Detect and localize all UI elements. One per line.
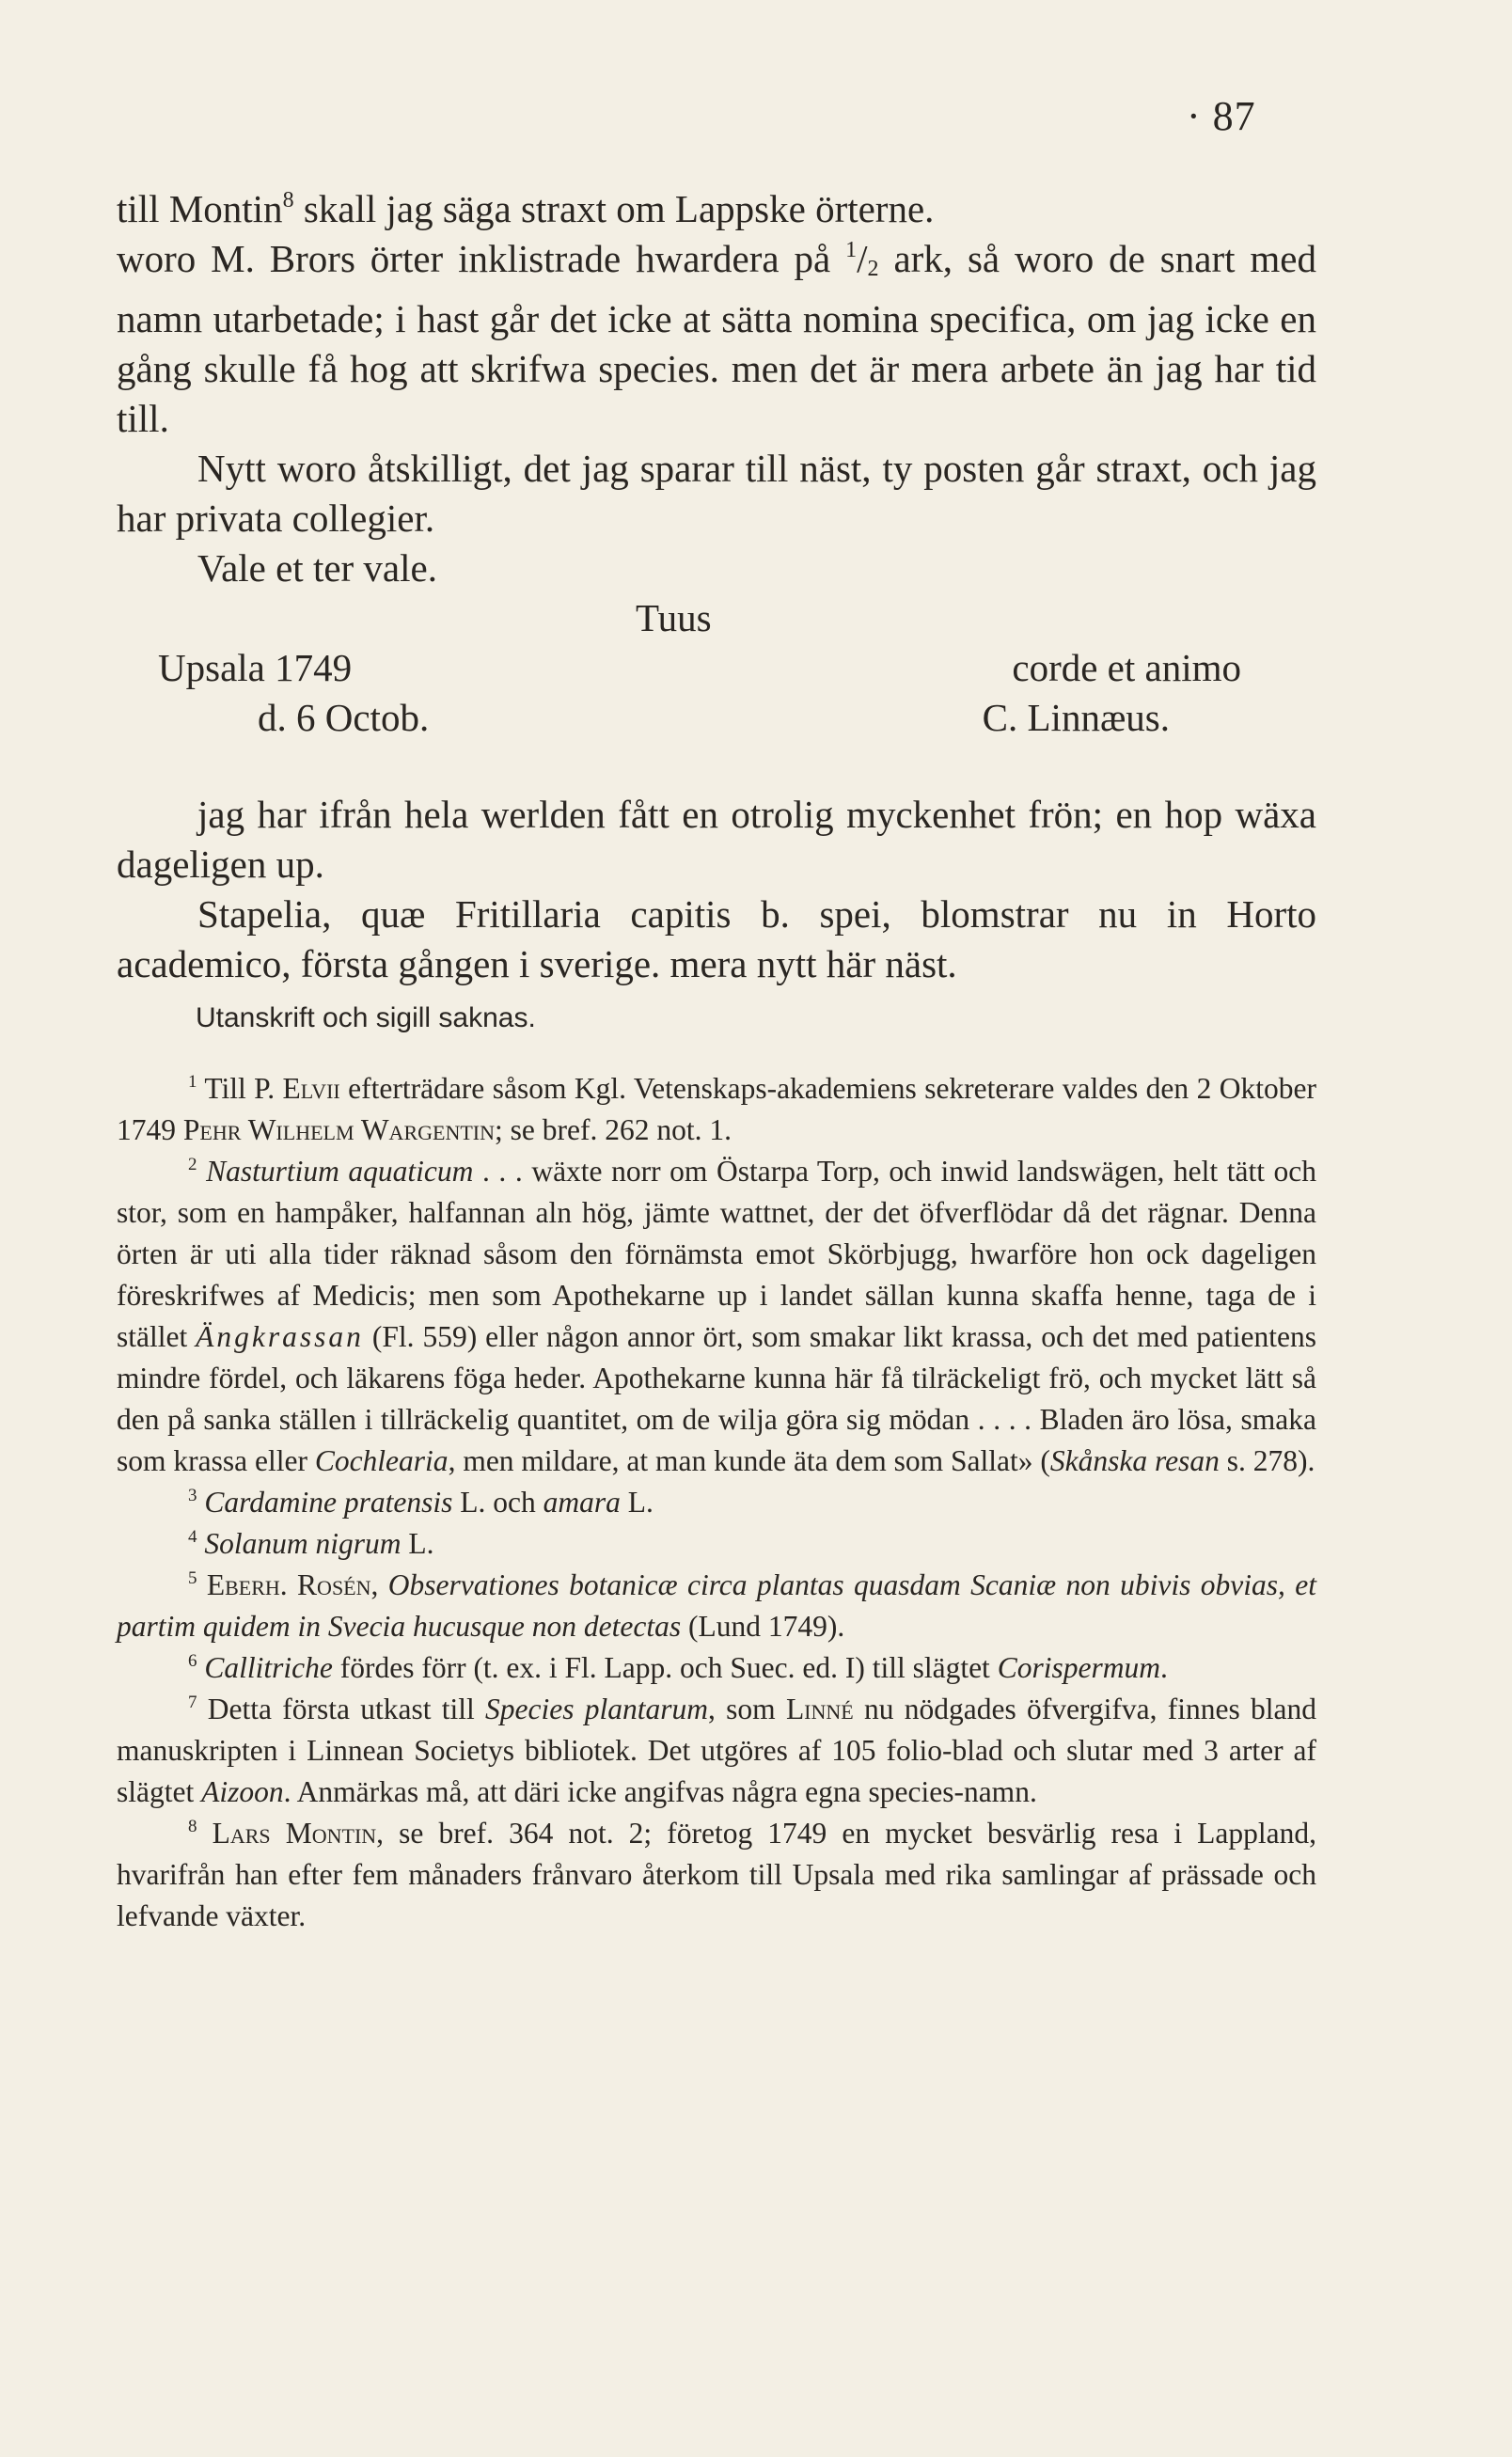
closing-tuus: Tuus bbox=[636, 596, 712, 639]
letter-text: till Montin bbox=[117, 187, 283, 230]
footnote-1 bbox=[117, 1068, 1316, 1151]
letter-paragraph bbox=[117, 184, 1316, 444]
footnote-text: , bbox=[370, 1568, 388, 1601]
footnote-text: L. bbox=[401, 1527, 434, 1560]
footnote-number: 3 bbox=[188, 1486, 197, 1505]
footnote-2 bbox=[117, 1151, 1316, 1482]
footnote-8 bbox=[117, 1813, 1316, 1937]
footnote-number: 5 bbox=[188, 1568, 197, 1588]
person-name: Elvii bbox=[282, 1072, 340, 1105]
footnote-ref-8: 8 bbox=[282, 188, 294, 213]
signature: C. Linnæus. bbox=[982, 696, 1170, 739]
footnote-number: 7 bbox=[188, 1693, 197, 1712]
footnote-text: (Fl. 559) eller någon annor ört, som smakar likt krassa, och det med patientens mindre fördel, och läkarens föga heder. Apothekarne kunna här få tilräckeligt frö, och mycket lätt så den på sanka ställen i tillräckelig quantitet, om de wilja göra sig mödan . . . . Bladen äro lösa, smaka som krassa eller bbox=[117, 1320, 1316, 1477]
footnote-7 bbox=[117, 1689, 1316, 1813]
letter-text: woro M. Brors örter inklistrade hwardera på bbox=[117, 237, 846, 280]
footnote-text: , men mildare, at man kunde äta dem som Sallat» ( bbox=[448, 1444, 1050, 1477]
footnote-text: fördes förr (t. ex. i Fl. Lapp. och Suec. ed. I) till slägtet bbox=[332, 1651, 998, 1684]
footnote-text bbox=[197, 1817, 213, 1850]
footnote-text: . bbox=[1159, 1651, 1168, 1684]
footnote-6 bbox=[117, 1647, 1316, 1689]
farewell-line: Vale et ter vale. bbox=[197, 546, 437, 590]
species-name: Aizoon bbox=[201, 1775, 284, 1808]
footnote-number: 2 bbox=[188, 1155, 197, 1174]
species-name: amara bbox=[543, 1486, 621, 1519]
fraction-numerator: 1 bbox=[845, 238, 858, 262]
footnote-3 bbox=[117, 1482, 1316, 1523]
footnote-number: 8 bbox=[188, 1817, 197, 1836]
footnote-text: L. och bbox=[452, 1486, 543, 1519]
closing-row bbox=[117, 693, 1316, 743]
person-name: Eberh. Rosén bbox=[206, 1568, 371, 1601]
species-name: Callitriche bbox=[204, 1651, 333, 1684]
letter-paragraph: Nytt woro åtskilligt, det jag sparar till näst, ty posten går straxt, och jag har privata collegier. bbox=[117, 447, 1316, 540]
work-title: Species plantarum bbox=[485, 1693, 709, 1725]
footnote-5 bbox=[117, 1565, 1316, 1647]
person-name: Linné bbox=[785, 1693, 854, 1725]
species-name: Nasturtium aquaticum bbox=[206, 1155, 474, 1188]
species-name: Cochlearia bbox=[314, 1444, 449, 1477]
closing-corde: corde et animo bbox=[1012, 646, 1241, 689]
fraction-slash: / bbox=[857, 237, 868, 280]
closing-date: d. 6 Octob. bbox=[258, 696, 430, 739]
footnote-text: ; se bref. 262 not. 1. bbox=[495, 1113, 732, 1146]
person-name: Lars Montin bbox=[212, 1817, 377, 1850]
footnote-text: nu nödgades öfvergifva, finnes bland manuskripten i Linnean Societys bibliotek. Det utgöres af 105 folio-blad och slutar med 3 arter af slägtet bbox=[117, 1693, 1316, 1808]
footnote-text: s. 278). bbox=[1219, 1444, 1315, 1477]
postscript-paragraph: Stapelia, quæ Fritillaria capitis b. spei, blomstrar nu in Horto academico, första gången i sverige. mera nytt här näst. bbox=[117, 892, 1316, 985]
footnote-text: L. bbox=[620, 1486, 654, 1519]
fraction-denominator: 2 bbox=[867, 257, 879, 281]
person-name: Pehr Wilhelm Wargentin bbox=[182, 1113, 495, 1146]
footnote-text: , se bref. 364 not. 2; företog 1749 en mycket besvärlig resa i Lappland, hvarifrån han efter fem månaders frånvaro återkom till Upsala med rika samlingar af prässade och lefvande växter. bbox=[117, 1817, 1316, 1932]
page-number: · 87 bbox=[1187, 93, 1256, 139]
closing-place: Upsala 1749 bbox=[158, 646, 353, 689]
footnote-text: Detta första utkast till bbox=[197, 1693, 486, 1725]
footnote-4 bbox=[117, 1523, 1316, 1565]
footnote-text: . Anmärkas må, att däri icke angifvas några egna species-namn. bbox=[283, 1775, 1037, 1808]
closing-row bbox=[117, 643, 1316, 693]
species-name: Corispermum bbox=[997, 1651, 1160, 1684]
footnote-number: 1 bbox=[188, 1072, 197, 1092]
species-name: Ängkrassan bbox=[196, 1320, 364, 1353]
footnote-text: . . . wäxte norr om Östarpa Torp, och inwid landswägen, helt tätt och stor, som en hampåker, halfannan aln hög, jämte wattnet, der det öfverflödar då det rägnar. Denna örten är uti alla tider räknad såsom den förnämsta emot Skörbjugg, hwarföre hon ock dageligen föreskrifwes af Medicis; men som Apothekarne up i landet sällan kunna skaffa henne, taga de i stället bbox=[117, 1155, 1317, 1353]
footnote-number: 4 bbox=[188, 1527, 197, 1547]
footnote-text: , som bbox=[708, 1693, 786, 1725]
letter-text: ark, så woro de snart med namn utarbetade; i hast går det icke at sätta nomina specifica, om jag icke en gång skulle få hog att skrifwa species. men det är mera arbete än jag har tid till. bbox=[117, 237, 1316, 440]
work-title: Observationes botanicæ circa plantas quasdam Scaniæ non ubivis obvias, et partim quidem in Svecia hucusque non detectas bbox=[117, 1568, 1316, 1643]
work-title: Skånska resan bbox=[1049, 1444, 1220, 1477]
footnote-text: efterträdare såsom Kgl. Vetenskaps-akademiens sekreterare valdes den 2 Oktober 1749 bbox=[117, 1072, 1316, 1146]
closing-row bbox=[117, 593, 1316, 643]
footnotes bbox=[117, 1068, 1316, 1937]
editorial-note: Utanskrift och sigill saknas. bbox=[196, 1002, 536, 1033]
footnote-number: 6 bbox=[188, 1651, 197, 1671]
fraction bbox=[845, 237, 878, 280]
footnote-text: (Lund 1749). bbox=[681, 1610, 845, 1643]
species-name: Solanum nigrum bbox=[204, 1527, 402, 1560]
letter-text: skall jag säga straxt om Lappske örterne. bbox=[293, 187, 935, 230]
species-name: Cardamine pratensis bbox=[204, 1486, 453, 1519]
postscript-paragraph: jag har ifrån hela werlden fått en otrolig myckenhet frön; en hop wäxa dageligen up. bbox=[117, 793, 1316, 886]
footnote-text: Till P. bbox=[197, 1072, 283, 1105]
letter-body bbox=[117, 184, 1316, 989]
